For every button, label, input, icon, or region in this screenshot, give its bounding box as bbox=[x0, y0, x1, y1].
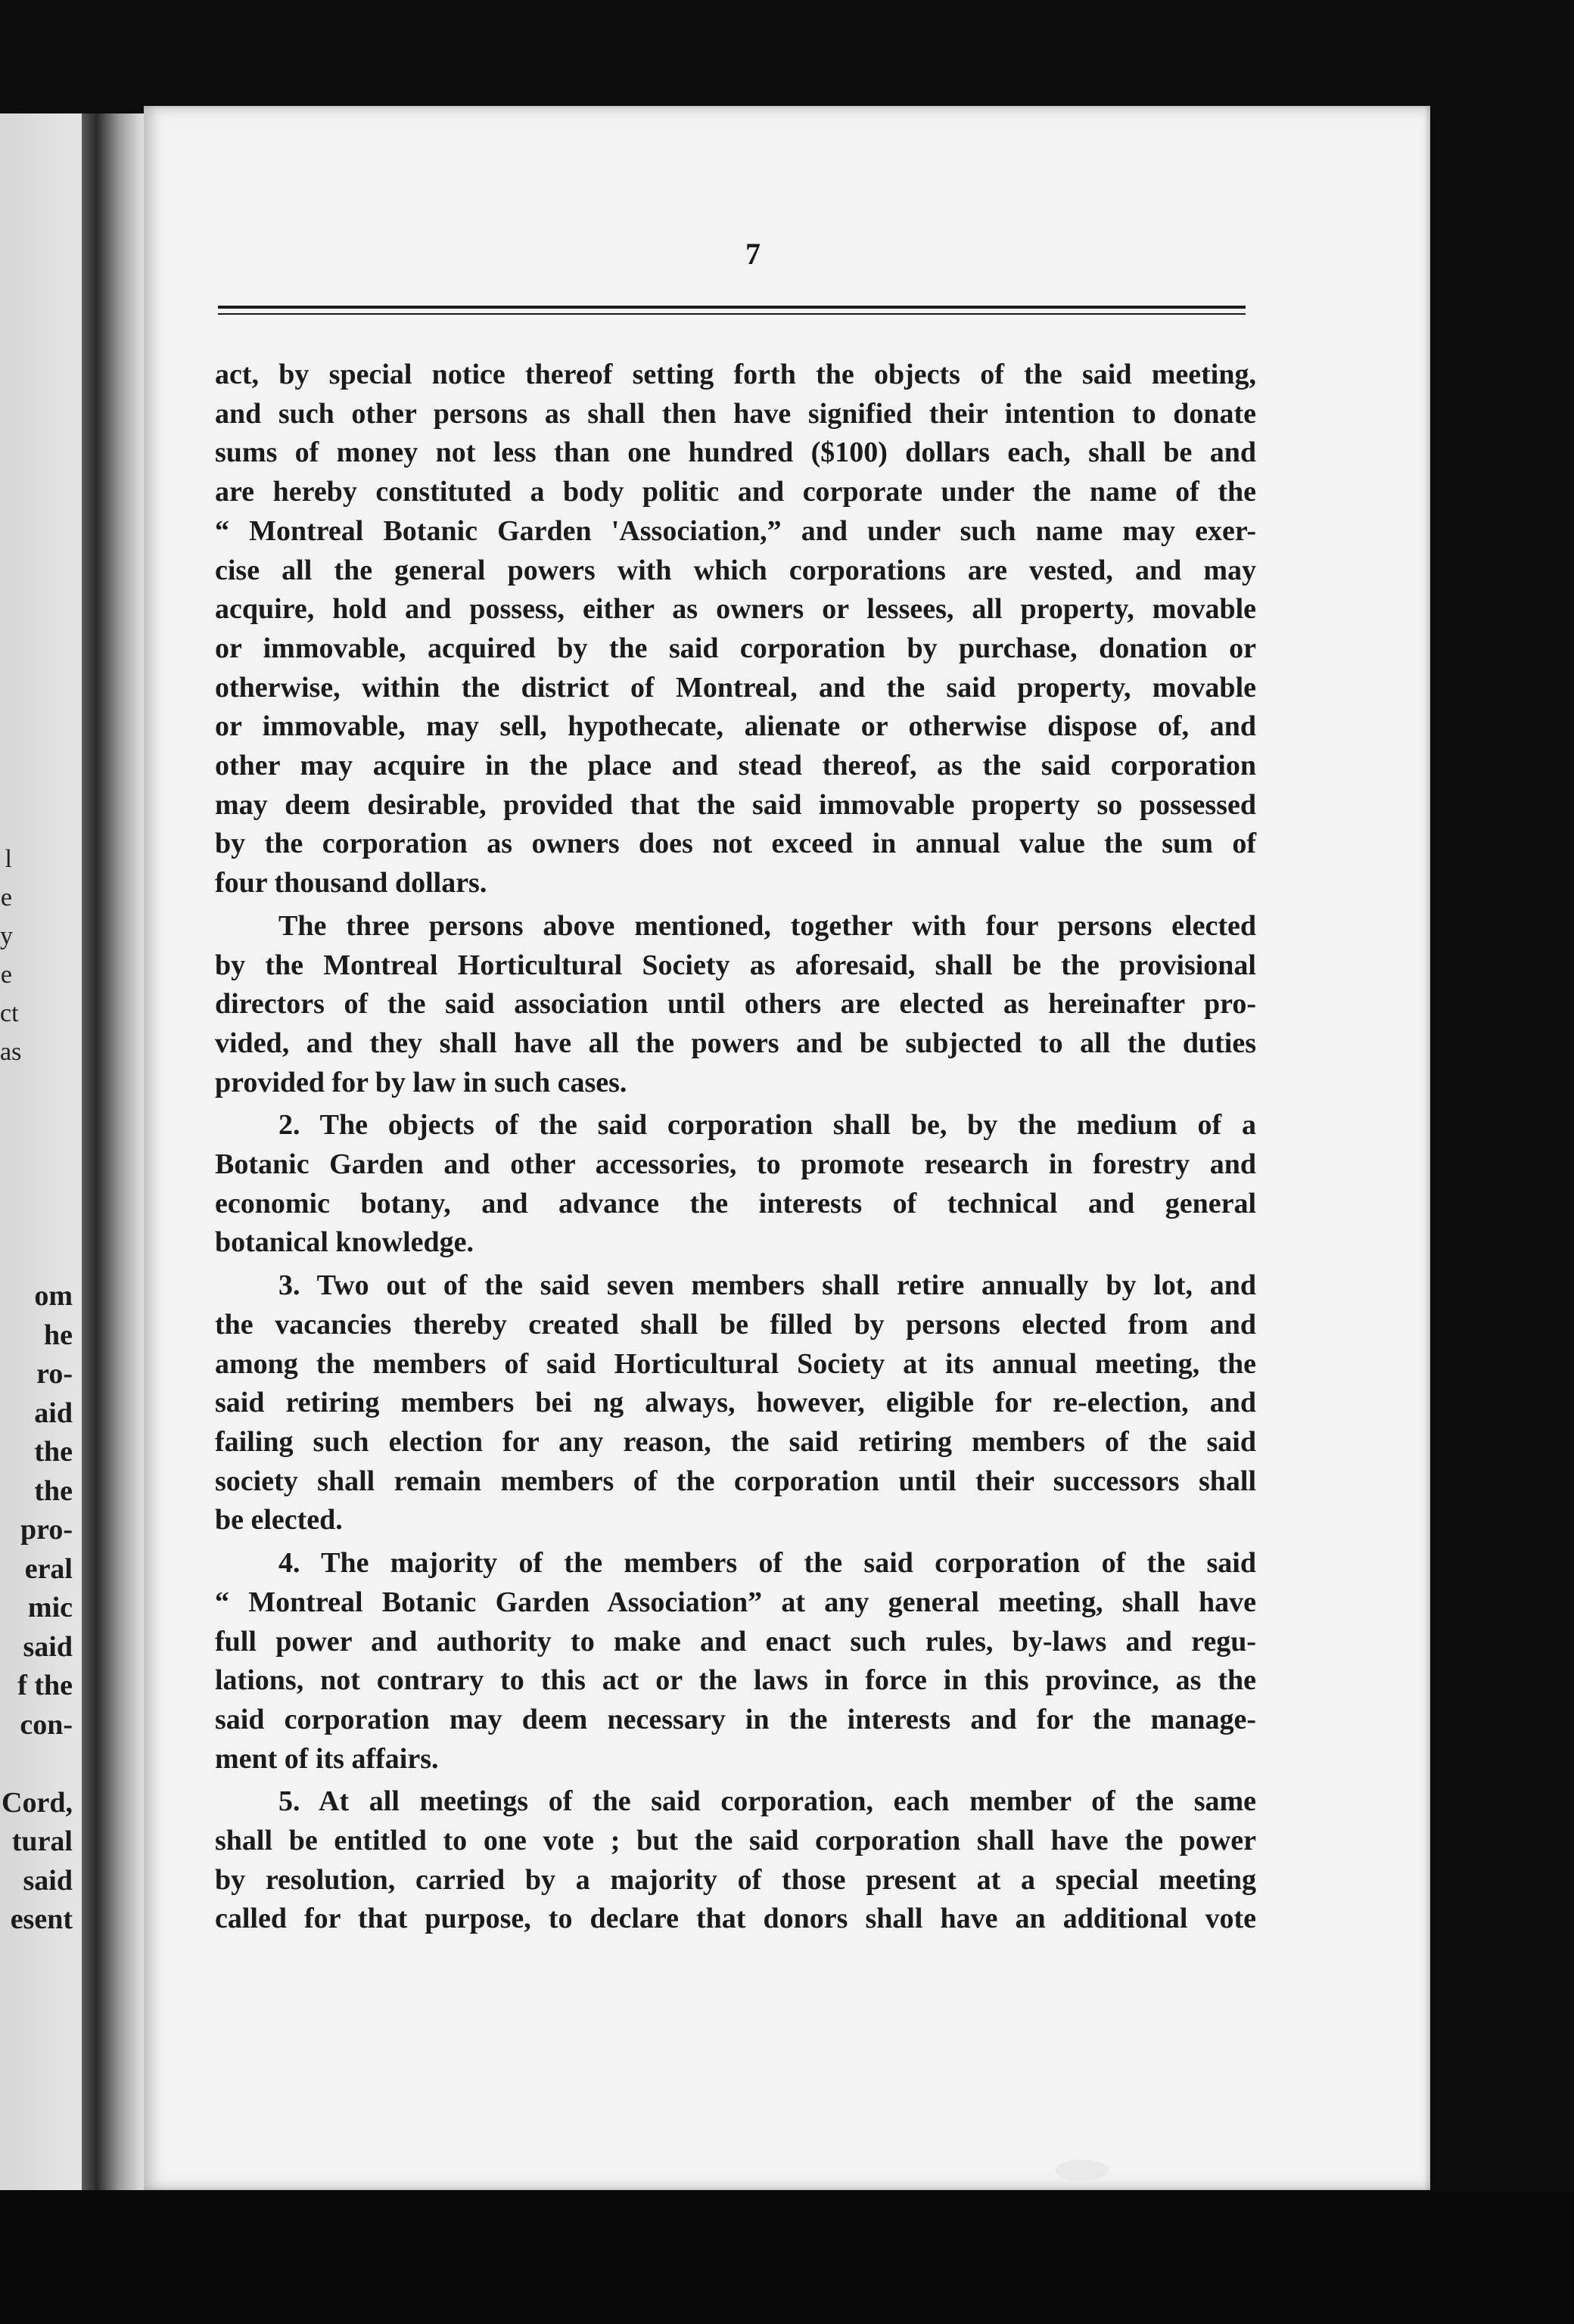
text-line: ment of its affairs. bbox=[215, 1742, 439, 1775]
text-line: the vacancies thereby created shall be filled by persons elected from and bbox=[215, 1308, 1256, 1341]
text-line: four thousand dollars. bbox=[215, 867, 487, 899]
paragraph bbox=[215, 1106, 1256, 1263]
paragraph bbox=[215, 356, 1256, 903]
left-fragment: ct bbox=[0, 999, 19, 1027]
text-line: said retiring members bei ng always, however, eligible for re-election, and bbox=[215, 1387, 1256, 1419]
text-line: by the corporation as owners does not exceed in annual value the sum of bbox=[215, 828, 1256, 860]
text-line: 2. The objects of the said corporation shall be, by the medium of a bbox=[278, 1109, 1256, 1142]
text-line: Botanic Garden and other accessories, to promote research in forestry and bbox=[215, 1148, 1256, 1181]
left-fragment: Cord, bbox=[2, 1786, 73, 1819]
text-line: may deem desirable, provided that the said immovable property so possessed bbox=[215, 788, 1256, 821]
left-fragment: ro- bbox=[36, 1358, 73, 1390]
paragraph bbox=[215, 1266, 1256, 1540]
text-line: act, by special notice thereof setting forth the objects of the said meeting, bbox=[215, 359, 1256, 390]
text-line: society shall remain members of the corporation until their successors shall bbox=[215, 1465, 1256, 1497]
left-fragment: aid bbox=[34, 1397, 73, 1429]
text-line: directors of the said association until others are elected as hereinafter pro- bbox=[215, 988, 1256, 1021]
text-line: 4. The majority of the members of the said corporation of the said bbox=[278, 1547, 1256, 1580]
left-page-fragments bbox=[0, 1277, 73, 1940]
text-line: failing such election for any reason, the said retiring members of the said bbox=[215, 1425, 1256, 1458]
left-fragment: eral bbox=[24, 1552, 73, 1585]
left-fragment: tural bbox=[11, 1825, 73, 1857]
text-line: by the Montreal Horticultural Society as aforesaid, shall be the provisional bbox=[215, 949, 1256, 981]
paper-fragment bbox=[1056, 2160, 1109, 2181]
body-text bbox=[215, 356, 1256, 1939]
scan-bottom-edge bbox=[0, 2190, 1574, 2324]
left-fragment bbox=[0, 1745, 73, 1784]
header-rule bbox=[218, 306, 1246, 309]
left-fragment: mic bbox=[27, 1592, 73, 1623]
text-line: 3. Two out of the said seven members shall retire annually by lot, and bbox=[278, 1269, 1256, 1302]
text-line: “ Montreal Botanic Garden Association” at any general meeting, shall have bbox=[215, 1586, 1256, 1618]
text-line: cise all the general powers with which corporations are vested, and may bbox=[215, 554, 1256, 586]
text-line: are hereby constituted a body politic and corporate under the name of the bbox=[215, 476, 1256, 508]
text-line: otherwise, within the district of Montreal, and the said property, movable bbox=[215, 671, 1256, 704]
paragraph bbox=[215, 907, 1256, 1103]
left-fragment: said bbox=[23, 1864, 73, 1897]
text-line: and such other persons as shall then have signified their intention to donate bbox=[215, 397, 1256, 430]
text-line: by resolution, carried by a majority of those present at a special meeting bbox=[215, 1863, 1256, 1896]
text-line: The three persons above mentioned, together with four persons elected bbox=[278, 909, 1256, 942]
left-fragment: pro- bbox=[20, 1514, 73, 1546]
left-fragment: he bbox=[44, 1319, 73, 1351]
left-fragment: e bbox=[0, 884, 12, 912]
text-line: lations, not contrary to this act or the laws in force in this province, as the bbox=[215, 1664, 1256, 1697]
text-line: or immovable, may sell, hypothecate, alienate or otherwise dispose of, and bbox=[215, 710, 1256, 743]
paragraph bbox=[215, 1782, 1256, 1939]
text-line: full power and authority to make and enact such rules, by-laws and regu- bbox=[215, 1625, 1256, 1658]
left-fragment: con- bbox=[20, 1708, 73, 1741]
text-line: or immovable, acquired by the said corporation by purchase, donation or bbox=[215, 632, 1256, 664]
text-line: botanical knowledge. bbox=[215, 1226, 474, 1259]
text-line: other may acquire in the place and stead thereof, as the said corporation bbox=[215, 750, 1256, 782]
paragraph bbox=[215, 1544, 1256, 1779]
text-line: shall be entitled to one vote ; but the said corporation shall have the power bbox=[215, 1825, 1256, 1857]
text-line: provided for by law in such cases. bbox=[215, 1066, 627, 1098]
text-line: acquire, hold and possess, either as owners or lessees, all property, movable bbox=[215, 593, 1256, 626]
text-line: “ Montreal Botanic Garden 'Association,” and under such name may exer- bbox=[215, 514, 1256, 547]
left-page-top-fragments bbox=[0, 840, 22, 1071]
text-line: economic botany, and advance the interests of technical and general bbox=[215, 1187, 1256, 1219]
left-fragment: the bbox=[34, 1436, 73, 1468]
text-line: called for that purpose, to declare that donors shall have an additional vote bbox=[215, 1903, 1256, 1935]
page-number: 7 bbox=[745, 237, 761, 271]
header-rule-thin bbox=[218, 313, 1246, 315]
text-line: be elected. bbox=[215, 1504, 343, 1536]
text-line: vided, and they shall have all the powers and be subjected to all the duties bbox=[215, 1027, 1256, 1059]
left-fragment: esent bbox=[10, 1903, 73, 1935]
left-fragment: e bbox=[0, 961, 12, 989]
text-line: 5. At all meetings of the said corporation, each member of the same bbox=[278, 1785, 1256, 1818]
left-fragment: l bbox=[5, 845, 12, 873]
left-fragment: y bbox=[0, 922, 13, 950]
left-fragment: f the bbox=[17, 1670, 73, 1701]
left-fragment: om bbox=[34, 1280, 73, 1312]
left-fragment: the bbox=[34, 1474, 73, 1507]
text-line: sums of money not less than one hundred ($100) dollars each, shall be and bbox=[215, 437, 1256, 469]
left-fragment: as bbox=[0, 1038, 22, 1066]
left-fragment: said bbox=[23, 1630, 73, 1663]
text-line: among the members of said Horticultural Society at its annual meeting, the bbox=[215, 1347, 1256, 1380]
text-line: said corporation may deem necessary in the interests and for the manage- bbox=[215, 1703, 1256, 1735]
